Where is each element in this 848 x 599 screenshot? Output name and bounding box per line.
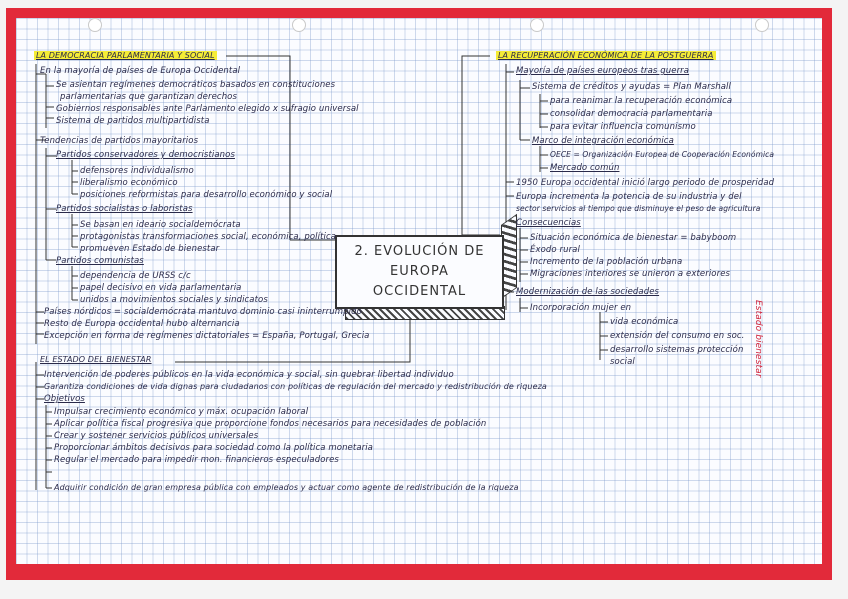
note-subheading: Partidos conservadores y democristianos (56, 150, 235, 160)
note-line: Mercado común (550, 163, 620, 173)
note-line: vida económica (610, 317, 679, 327)
central-title-line2: OCCIDENTAL (372, 284, 467, 299)
note-line: Regular el mercado para impedir mon. financieros especuladores (54, 455, 339, 465)
note-line: Crear y sostener servicios públicos universales (54, 431, 259, 441)
note-line: posiciones reformistas para desarrollo económico y social (80, 190, 333, 200)
note-subheading: Modernización de las sociedades (516, 287, 660, 297)
note-line: Incremento de la población urbana (530, 257, 683, 267)
note-subheading: Marco de integración económica (532, 136, 674, 146)
note-line: extensión del consumo en soc. (610, 331, 745, 341)
note-line: Tendencias de partidos mayoritarios (40, 136, 199, 146)
note-line: En la mayoría de países de Europa Occidental (40, 66, 241, 76)
note-line: para evitar influencia comunismo (550, 122, 696, 132)
note-line: Migraciones interiores se unieron a exteriores (530, 269, 731, 279)
note-line: Situación económica de bienestar = babyboom (530, 233, 737, 243)
note-line: Europa incrementa la potencia de su industria y del (516, 192, 742, 202)
central-title-line1: 2. EVOLUCIÓN DE EUROPA (354, 244, 485, 279)
note-subheading: Partidos socialistas o laboristas (56, 204, 193, 214)
note-subheading: Partidos comunistas (56, 256, 144, 266)
note-line: social (610, 357, 635, 367)
note-line: desarrollo sistemas protección (610, 345, 744, 355)
note-line: Aplicar política fiscal progresiva que proporcione fondos necesarios para necesidades de población (54, 419, 487, 429)
note-line: promueven Estado de bienestar (80, 244, 220, 254)
note-line: defensores individualismo (80, 166, 194, 176)
note-line: Garantiza condiciones de vida dignas para ciudadanos con políticas de regulación del mercado y redistribución de riqueza (44, 382, 547, 391)
note-line: Éxodo rural (530, 245, 580, 255)
note-line: parlamentarias que garantizan derechos (60, 92, 238, 102)
note-subheading: Consecuencias (516, 218, 581, 228)
connector-right-top (462, 56, 500, 235)
note-subheading: Objetivos (44, 394, 85, 404)
right-heading: LA RECUPERACIÓN ECONÓMICA DE LA POSTGUERRA (498, 51, 714, 60)
note-line: 1950 Europa occidental inició largo periodo de prosperidad (516, 178, 775, 188)
note-line: sector servicios al tiempo que disminuye el peso de agricultura (516, 204, 761, 213)
note-line: consolidar democracia parlamentaria (550, 109, 713, 119)
note-line: protagonistas transformaciones social, económica, política (80, 232, 337, 242)
note-line: Se basan en ideario socialdemócrata (80, 220, 241, 230)
note-line: OECE = Organización Europea de Cooperación Económica (550, 150, 775, 159)
note-line: dependencia de URSS c/c (80, 271, 191, 281)
note-line: unidos a movimientos sociales y sindicatos (80, 295, 268, 305)
note-line: Intervención de poderes públicos en la vida económica y social, sin quebrar libertad individuo (44, 370, 454, 380)
margin-note: Estado bienestar (753, 300, 763, 378)
note-line: Resto de Europa occidental hubo alternancia (44, 319, 240, 329)
welfare-heading: EL ESTADO DEL BIENESTAR (40, 355, 152, 364)
central-title-box (335, 235, 504, 309)
note-line: Impulsar crecimiento económico y máx. ocupación laboral (54, 407, 309, 417)
note-line: Sistema de partidos multipartidista (56, 116, 210, 126)
note-line: Adquirir condición de gran empresa pública con empleados y actuar como agente de redistribución de la riqueza (54, 483, 519, 492)
note-subheading: Mayoría de países europeos tras guerra (516, 66, 690, 76)
note-line: para reanimar la recuperación económica (550, 96, 733, 106)
note-line: Sistema de créditos y ayudas = Plan Marshall (532, 82, 731, 92)
note-line: Excepción en forma de regímenes dictatoriales = España, Portugal, Grecia (44, 331, 370, 341)
note-line: liberalismo económico (80, 178, 178, 188)
note-line: Incorporación mujer en (530, 303, 632, 313)
left-heading: LA DEMOCRACIA PARLAMENTARIA Y SOCIAL (36, 51, 215, 60)
note-line: Se asientan regímenes democráticos basados en constituciones (56, 80, 336, 90)
note-line: Proporcionar ámbitos decisivos para sociedad como la política monetaria (54, 443, 373, 453)
note-line: Países nórdicos = socialdemócrata mantuvo dominio casi ininterrumpido (44, 307, 362, 317)
note-line: papel decisivo en vida parlamentaria (80, 283, 242, 293)
note-line: Gobiernos responsables ante Parlamento elegido x sufragio universal (56, 104, 359, 114)
